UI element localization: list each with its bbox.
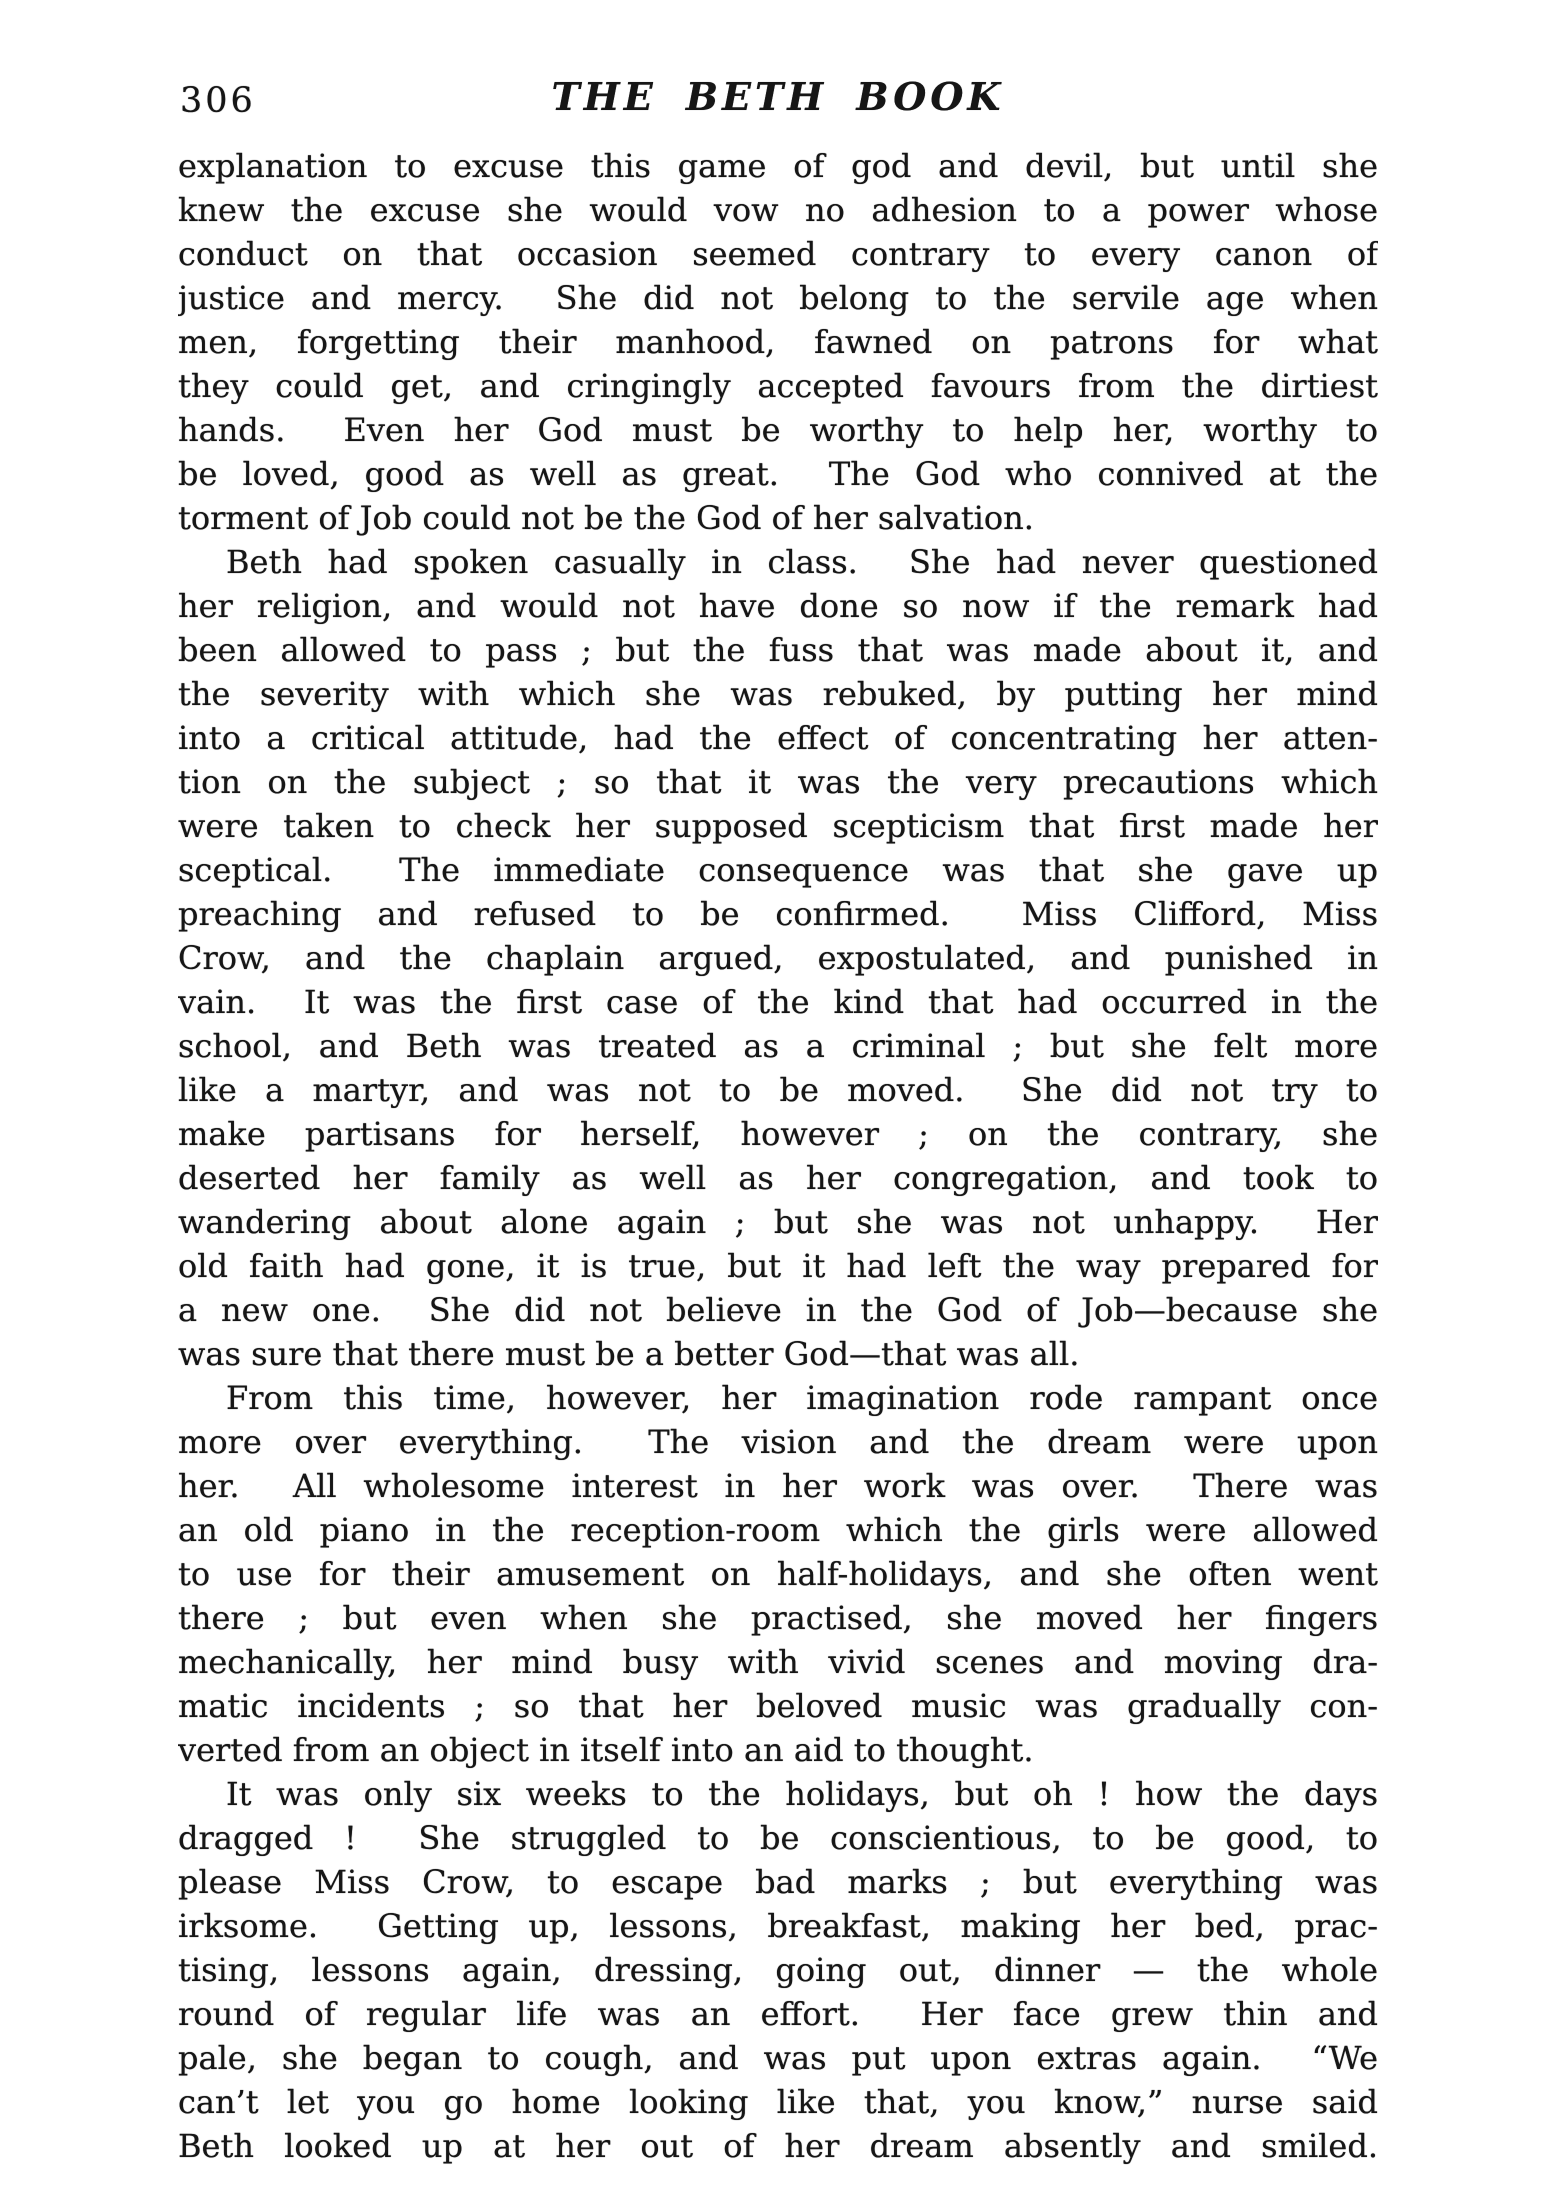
text-line: make partisans for herself, however ; on the contrary, she bbox=[178, 1115, 1378, 1153]
text-line: men, forgetting their manhood, fawned on patrons for what bbox=[178, 323, 1378, 361]
text-line: they could get, and cringingly accepted favours from the dirtiest bbox=[178, 367, 1378, 405]
text-line: more over everything. The vision and the dream were upon bbox=[178, 1423, 1378, 1461]
text-line: sceptical. The immediate consequence was that she gave up bbox=[178, 851, 1378, 889]
text-line: school, and Beth was treated as a criminal ; but she felt more bbox=[178, 1027, 1378, 1065]
text-line: her. All wholesome interest in her work was over. There was bbox=[178, 1467, 1378, 1505]
text-line: irksome. Getting up, lessons, breakfast, making her bed, prac- bbox=[178, 1907, 1378, 1945]
text-line: to use for their amusement on half-holidays, and she often went bbox=[178, 1555, 1378, 1593]
text-line: wandering about alone again ; but she was not unhappy. Her bbox=[178, 1203, 1378, 1241]
text-line: conduct on that occasion seemed contrary to every canon of bbox=[178, 235, 1378, 273]
text-line: Beth had spoken casually in class. She had never questioned bbox=[226, 543, 1378, 581]
text-line: Crow, and the chaplain argued, expostulated, and punished in bbox=[178, 939, 1378, 977]
text-line: justice and mercy. She did not belong to the servile age when bbox=[178, 279, 1378, 317]
running-title: THE BETH BOOK bbox=[551, 74, 1005, 119]
text-line: a new one. She did not believe in the God of Job—because she bbox=[178, 1291, 1378, 1329]
text-line: there ; but even when she practised, she moved her fingers bbox=[178, 1599, 1378, 1637]
text-line: tising, lessons again, dressing, going out, dinner — the whole bbox=[178, 1951, 1378, 1989]
text-line: torment of Job could not be the God of her salvation. bbox=[178, 499, 1034, 537]
page-body bbox=[178, 144, 1378, 2168]
text-line: pale, she began to cough, and was put upon extras again. “We bbox=[178, 2039, 1378, 2077]
text-line: like a martyr, and was not to be moved. She did not try to bbox=[178, 1071, 1378, 1109]
text-line: knew the excuse she would vow no adhesion to a power whose bbox=[178, 191, 1378, 229]
text-line: verted from an object in itself into an aid to thought. bbox=[178, 1731, 1034, 1769]
text-line: the severity with which she was rebuked, by putting her mind bbox=[178, 675, 1378, 713]
text-line: tion on the subject ; so that it was the very precautions which bbox=[178, 763, 1378, 801]
paragraph bbox=[178, 1376, 1378, 1772]
text-line: be loved, good as well as great. The God who connived at the bbox=[178, 455, 1378, 493]
text-line: mechanically, her mind busy with vivid scenes and moving dra- bbox=[178, 1643, 1378, 1681]
text-line: her religion, and would not have done so now if the remark had bbox=[178, 587, 1378, 625]
text-line: hands. Even her God must be worthy to help her, worthy to bbox=[178, 411, 1378, 449]
text-line: was sure that there must be a better God—that was all. bbox=[178, 1335, 1080, 1373]
text-line: been allowed to pass ; but the fuss that was made about it, and bbox=[178, 631, 1378, 669]
paragraph bbox=[178, 1772, 1378, 2168]
text-line: From this time, however, her imagination rode rampant once bbox=[226, 1379, 1378, 1417]
text-line: old faith had gone, it is true, but it had left the way prepared for bbox=[178, 1247, 1378, 1285]
text-line: preaching and refused to be confirmed. Miss Clifford, Miss bbox=[178, 895, 1378, 933]
text-line: round of regular life was an effort. Her face grew thin and bbox=[178, 1995, 1378, 2033]
page-number: 306 bbox=[180, 81, 256, 121]
text-line: an old piano in the reception-room which the girls were allowed bbox=[178, 1511, 1378, 1549]
paragraph bbox=[178, 144, 1378, 540]
text-line: vain. It was the first case of the kind that had occurred in the bbox=[178, 983, 1378, 1021]
page-header bbox=[178, 74, 1378, 124]
text-line: into a critical attitude, had the effect of concentrating her atten- bbox=[178, 719, 1378, 757]
paragraph bbox=[178, 540, 1378, 1376]
text-line: It was only six weeks to the holidays, but oh ! how the days bbox=[226, 1775, 1378, 1813]
text-line: please Miss Crow, to escape bad marks ; but everything was bbox=[178, 1863, 1378, 1901]
text-line: explanation to excuse this game of god and devil, but until she bbox=[178, 147, 1378, 185]
text-line: matic incidents ; so that her beloved music was gradually con- bbox=[178, 1687, 1378, 1725]
text-line: were taken to check her supposed scepticism that first made her bbox=[178, 807, 1378, 845]
text-line: dragged ! She struggled to be conscientious, to be good, to bbox=[178, 1819, 1378, 1857]
text-line: deserted her family as well as her congregation, and took to bbox=[178, 1159, 1378, 1197]
text-line: Beth looked up at her out of her dream absently and smiled. bbox=[178, 2127, 1378, 2165]
text-line: can’t let you go home looking like that, you know,” nurse said bbox=[178, 2083, 1378, 2121]
